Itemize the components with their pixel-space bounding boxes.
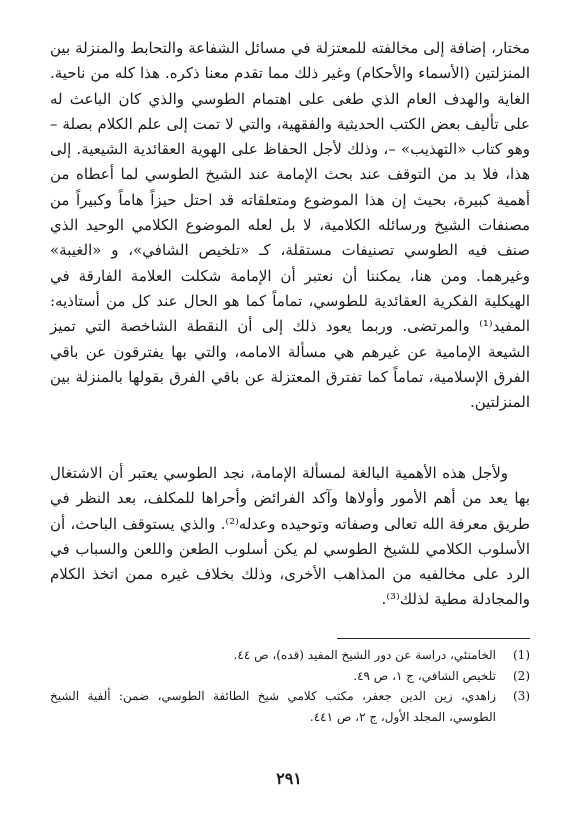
footnote-text: الخامنئي، دراسة عن دور الشيخ المفيد (قده)، ص ٤٤. xyxy=(233,648,496,662)
footnote-number: (3) xyxy=(512,689,530,703)
footnote-number: (2) xyxy=(512,668,530,683)
footnote-item xyxy=(50,645,530,666)
footnote-item xyxy=(50,686,530,727)
footnote-text: تلخيص الشافي، ج ١، ص ٤٩. xyxy=(353,668,496,683)
paragraph-text: مختار، إضافة إلى مخالفته للمعتزلة في مسائل الشفاعة والتحابط والمنزلة بين المنزلتين (الأسماء والأحكام) وغير ذلك مما تقدم معنا ذكره. هذا كله من ناحية. الغاية والهدف العام الذي طغى على اهتمام الطوسي والذي كان الباعث له على تأليف بعض الكتب الحديثية والفقهية، والتي لا تمت إلى علم الكلام بصلة – وهو كتاب «التهذيب» –، وذلك لأجل الحفاظ على الهوية العقائدية الشيعية. إلى هذا، فلا بد من التوقف عند بحث الإمامة عند الشيخ الطوسي لما أعطاه من أهمية كبيرة، بحيث إن هذا الموضوع ومتعلقاته قد احتل حيزاً هاماً وكبيراً من مصنفات الشيخ ورسائله الكلامية، لا بل لعله الموضوع الكلامي الوحيد الذي صنف فيه الطوسي تصنيفات مستقلة، كـ «تلخيص الشافي»، و «الغيبة» وغيرهما. ومن هنا، يمكننا أن نعتبر أن الإمامة شكلت العلامة الفارقة في الهيكلية الفكرية العقائدية للطوسي، تماماً كما هو الحال عند كل من أستاذيه: المفيد⁽¹⁾ والمرتضى. وربما يعود ذلك إلى أن النقطة الشاخصة التي تميز الشيعة الإمامية عن غيرهم هي مسألة الامامه، والتي بها يفترقون عن باقي الفرق الإسلامية، تماماً كما تفترق المعتزلة عن باقي الفرق بقولها بالمنزلة بين المنزلتين. xyxy=(50,39,530,412)
footnote-item xyxy=(50,666,530,687)
body-paragraph-2 xyxy=(50,461,530,613)
footnotes-list xyxy=(50,645,530,727)
footnote-text: زاهدي، زين الدين جعفر، مكتب كلامي شيخ الطائفة الطوسي، ضمن: ألفية الشيخ الطوسي، المجلد الأول، ج ٢، ص ٤٤١. xyxy=(50,689,496,724)
body-paragraph-1 xyxy=(50,36,530,415)
footnote-number: (1) xyxy=(512,648,530,662)
footnote-divider xyxy=(337,638,530,639)
page-number: ٢٩١ xyxy=(276,769,302,788)
paragraph-text: ولأجل هذه الأهمية البالغة لمسألة الإمامة، نجد الطوسي يعتبر أن الاشتغال بها يعد من أهم الأمور وأولاها وآكد الفرائض وأحراها للمكلف، بعد النظر في طريق معرفة الله تعالى وصفاته وتوحيده وعدله⁽²⁾. والذي يستوقف الباحث، أن الأسلوب الكلامي للشيخ الطوسي لم يكن أسلوب الطعن واللعن والسباب في الرد على مخالفيه من المذاهب الأخرى، وذلك بخلاف غيره ممن اتخذ الكلام والمجادلة مطية لذلك⁽³⁾. xyxy=(50,464,530,609)
